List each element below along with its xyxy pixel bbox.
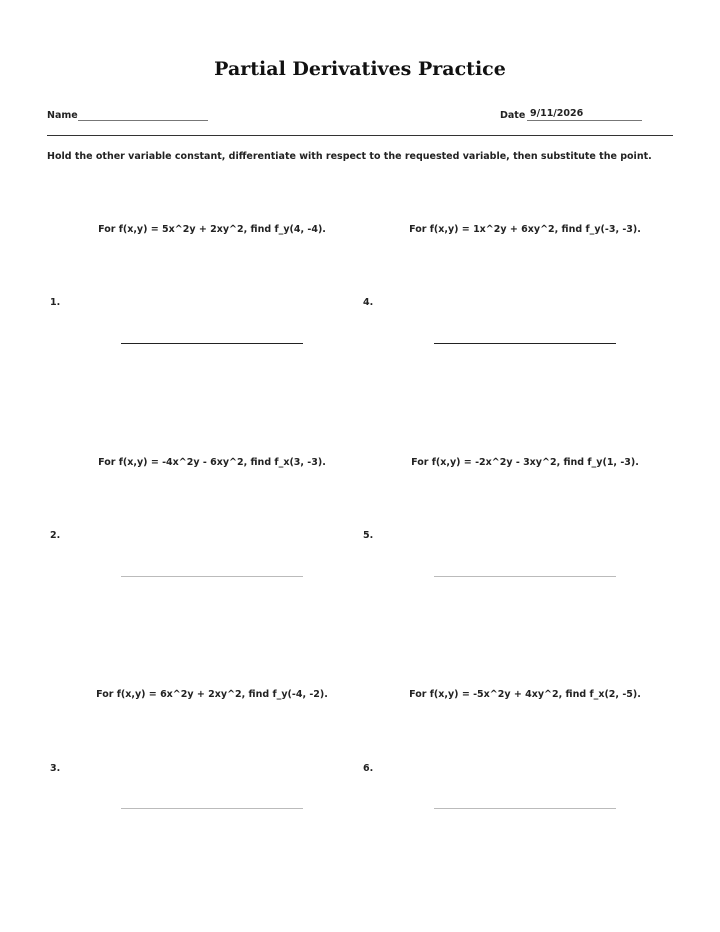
page-title: Partial Derivatives Practice	[214, 58, 506, 80]
name-label: Name	[47, 110, 78, 121]
problem-question: For f(x,y) = -2x^2y - 3xy^2, find f_y(1, -3).	[411, 457, 639, 468]
answer-line[interactable]	[434, 576, 616, 577]
problem-question: For f(x,y) = -4x^2y - 6xy^2, find f_x(3, -3).	[98, 457, 326, 468]
problem-number: 6.	[363, 763, 374, 774]
instructions: Hold the other variable constant, differentiate with respect to the requested variable, then substitute the point.	[47, 151, 652, 162]
header-divider	[47, 135, 673, 136]
problem-number: 3.	[50, 763, 61, 774]
problem-number: 5.	[363, 530, 374, 541]
problem-question: For f(x,y) = 5x^2y + 2xy^2, find f_y(4, -4).	[98, 224, 326, 235]
problem-number: 1.	[50, 297, 61, 308]
name-field[interactable]	[78, 120, 208, 121]
date-label: Date	[500, 110, 526, 121]
answer-line[interactable]	[121, 343, 303, 344]
answer-line[interactable]	[434, 808, 616, 809]
answer-line[interactable]	[121, 808, 303, 809]
answer-line[interactable]	[121, 576, 303, 577]
problem-question: For f(x,y) = 1x^2y + 6xy^2, find f_y(-3, -3).	[409, 224, 641, 235]
problem-question: For f(x,y) = 6x^2y + 2xy^2, find f_y(-4, -2).	[96, 689, 328, 700]
date-field[interactable]: 9/11/2026	[530, 108, 584, 119]
problem-question: For f(x,y) = -5x^2y + 4xy^2, find f_x(2, -5).	[409, 689, 641, 700]
problem-number: 2.	[50, 530, 61, 541]
date-underline	[527, 120, 642, 121]
problem-number: 4.	[363, 297, 374, 308]
answer-line[interactable]	[434, 343, 616, 344]
